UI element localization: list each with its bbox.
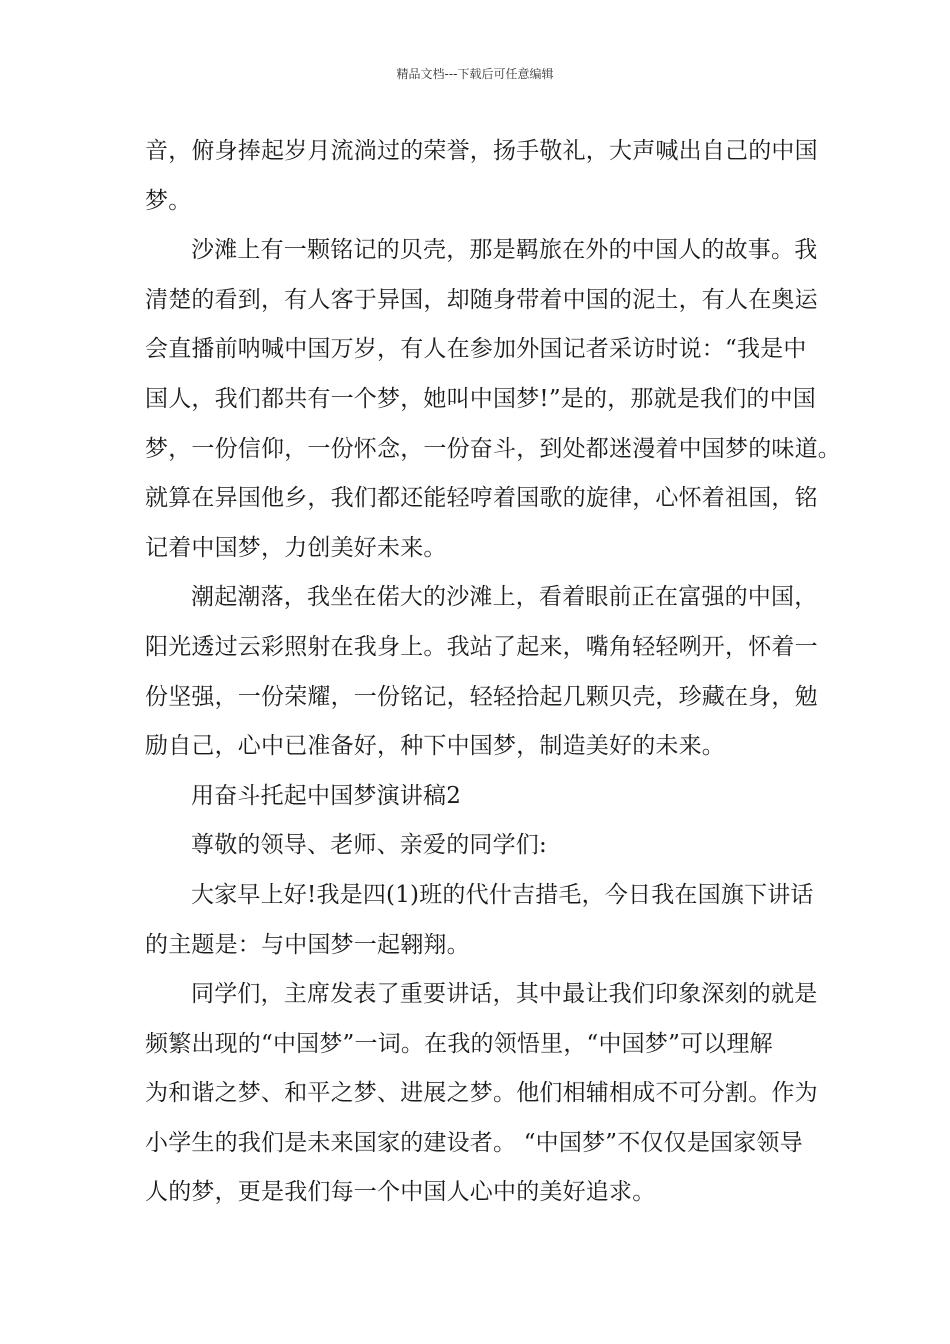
page-header: 精品文档---下载后可任意编辑 <box>396 67 554 81</box>
text-line: 小学生的我们是未来国家的建设者。 “中国梦”不仅仅是国家领导 <box>145 1129 803 1156</box>
text-line: 梦。 <box>145 187 192 214</box>
text-line: 记着中国梦，力创美好未来。 <box>145 534 447 561</box>
text-line: 国人，我们都共有一个梦，她叫中国梦!”是的，那就是我们的中国 <box>145 385 817 412</box>
text-line: 为和谐之梦、和平之梦、进展之梦。他们相辅相成不可分割。作为 <box>145 1080 818 1107</box>
document-body <box>145 127 841 1218</box>
text-line: 音，俯身捧起岁月流淌过的荣誉，扬手敬礼，大声喊出自己的中国 <box>145 138 818 164</box>
text-line: 频繁出现的“中国梦”一词。在我的领悟里，“中国梦”可以理解 <box>145 1030 773 1057</box>
text-line: 励自己，心中已准备好，种下中国梦，制造美好的未来。 <box>145 733 725 760</box>
text-line: 阳光透过云彩照射在我身上。我站了起来，嘴角轻轻咧开，怀着一 <box>145 633 818 660</box>
salutation: 尊敬的领导、老师、亲爱的同学们: <box>191 832 547 859</box>
text-line: 就算在异国他乡，我们都还能轻哼着国歌的旋律，心怀着祖国，铭 <box>145 485 818 512</box>
section-heading: 用奋斗托起中国梦演讲稿2 <box>191 782 462 809</box>
text-line: 清楚的看到，有人客于异国，却随身带着中国的泥土，有人在奥运 <box>145 286 818 313</box>
text-line: 潮起潮落，我坐在偌大的沙滩上，看着眼前正在富强的中国， <box>191 584 818 611</box>
text-line: 人的梦，更是我们每一个中国人心中的美好追求。 <box>145 1179 656 1206</box>
text-line: 同学们，主席发表了重要讲话，其中最让我们印象深刻的就是 <box>191 981 818 1008</box>
text-line: 份坚强，一份荣耀，一份铭记，轻轻拾起几颗贝壳，珍藏在身，勉 <box>145 683 818 710</box>
text-line: 的主题是：与中国梦一起翱翔。 <box>145 931 470 958</box>
text-line: 大家早上好!我是四(1)班的代什吉措毛，今日我在国旗下讲话 <box>191 881 814 908</box>
text-line: 会直播前呐喊中国万岁，有人在参加外国记者采访时说：“我是中 <box>145 336 807 363</box>
text-line: 沙滩上有一颗铭记的贝壳，那是羁旅在外的中国人的故事。我 <box>191 237 818 264</box>
text-line: 梦，一份信仰，一份怀念，一份奋斗，到处都迷漫着中国梦的味道。 <box>145 435 841 462</box>
